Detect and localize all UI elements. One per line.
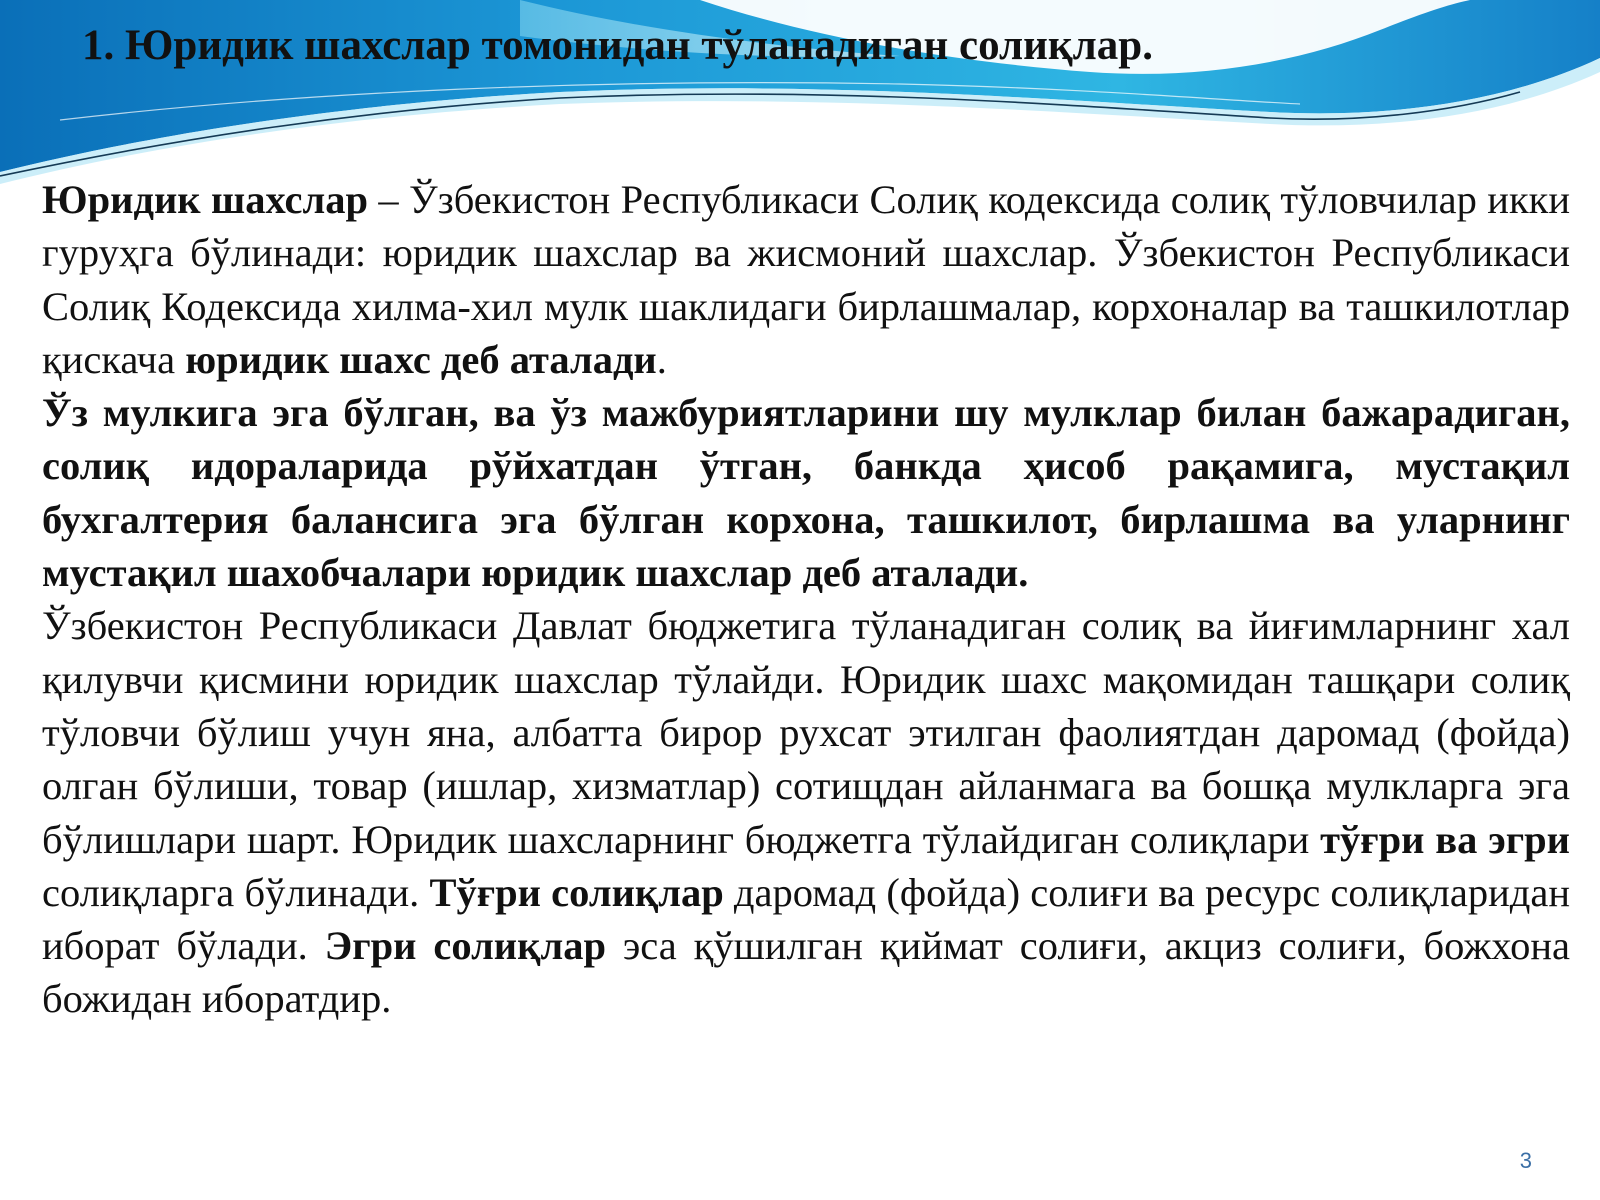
paragraph-legal-entity-criteria	[42, 386, 1570, 599]
bold-definition: Ўз мулкига эга бўлган, ва ўз мажбуриятларини шу мулклар билан бажарадиган, солиқ идораларида рўйхатдан ўтган, банкда ҳисоб рақамига, мустақил бухгалтерия балансига эга бўлган корхона, ташкилот, бирлашма ва уларнинг мустақил шахобчалари юридик шахслар деб аталади.	[42, 390, 1570, 596]
paragraph-end: .	[656, 336, 667, 382]
paragraph-text: солиқларга бўлинади.	[42, 869, 430, 915]
slide-title: 1. Юридик шахслар томонидан тўланадиган солиқлар.	[82, 22, 1153, 69]
term-indirect-taxes: Эгри солиқлар	[324, 923, 606, 969]
body-text	[42, 173, 1570, 1026]
term-direct-and-indirect: тўғри ва эгри	[1320, 816, 1570, 862]
paragraph-legal-entities-definition	[42, 173, 1570, 386]
term-legal-entities: Юридик шахслар	[42, 177, 369, 222]
paragraph-text: эса қўшилган қиймат солиғи, акциз солиғи, божхона божидан иборатдир.	[42, 923, 1570, 1022]
paragraph-text: Ўзбекистон Республикаси Давлат бюджетига тўланадиган солиқ ва йиғимларнинг хал қилувчи қисмини юридик шахслар тўлайди. Юридик шахс мақомидан ташқари солиқ тўловчи бўлиш учун яна, албатта бирор рухсат этилган фаолиятдан даромад (фойда) олган бўлиши, товар (ишлар, хизматлар) сотищдан айланмага ва бошқа мулкларга эга бўлишлари шарт. Юридик шахсларнинг бюджетга тўлайдиган солиқлари	[42, 603, 1570, 862]
bold-phrase: юридик шахс деб аталади	[185, 336, 657, 382]
paragraph-tax-types	[42, 599, 1570, 1025]
term-direct-taxes: Тўғри солиқлар	[429, 869, 724, 915]
paragraph-text: – Ўзбекистон Республикаси Солиқ кодексида солиқ тўловчилар икки гуруҳга бўлинади: юридик шахслар ва жисмоний шахслар. Ўзбекистон Республикаси Солиқ Кодексида хилма-хил мулк шаклидаги бирлашмалар, корхоналар ва ташкилотлар қискача	[42, 177, 1570, 382]
slide-number: 3	[1519, 1148, 1532, 1173]
paragraph-text: даромад (фойда) солиғи ва ресурс солиқларидан иборат бўлади.	[42, 869, 1571, 969]
